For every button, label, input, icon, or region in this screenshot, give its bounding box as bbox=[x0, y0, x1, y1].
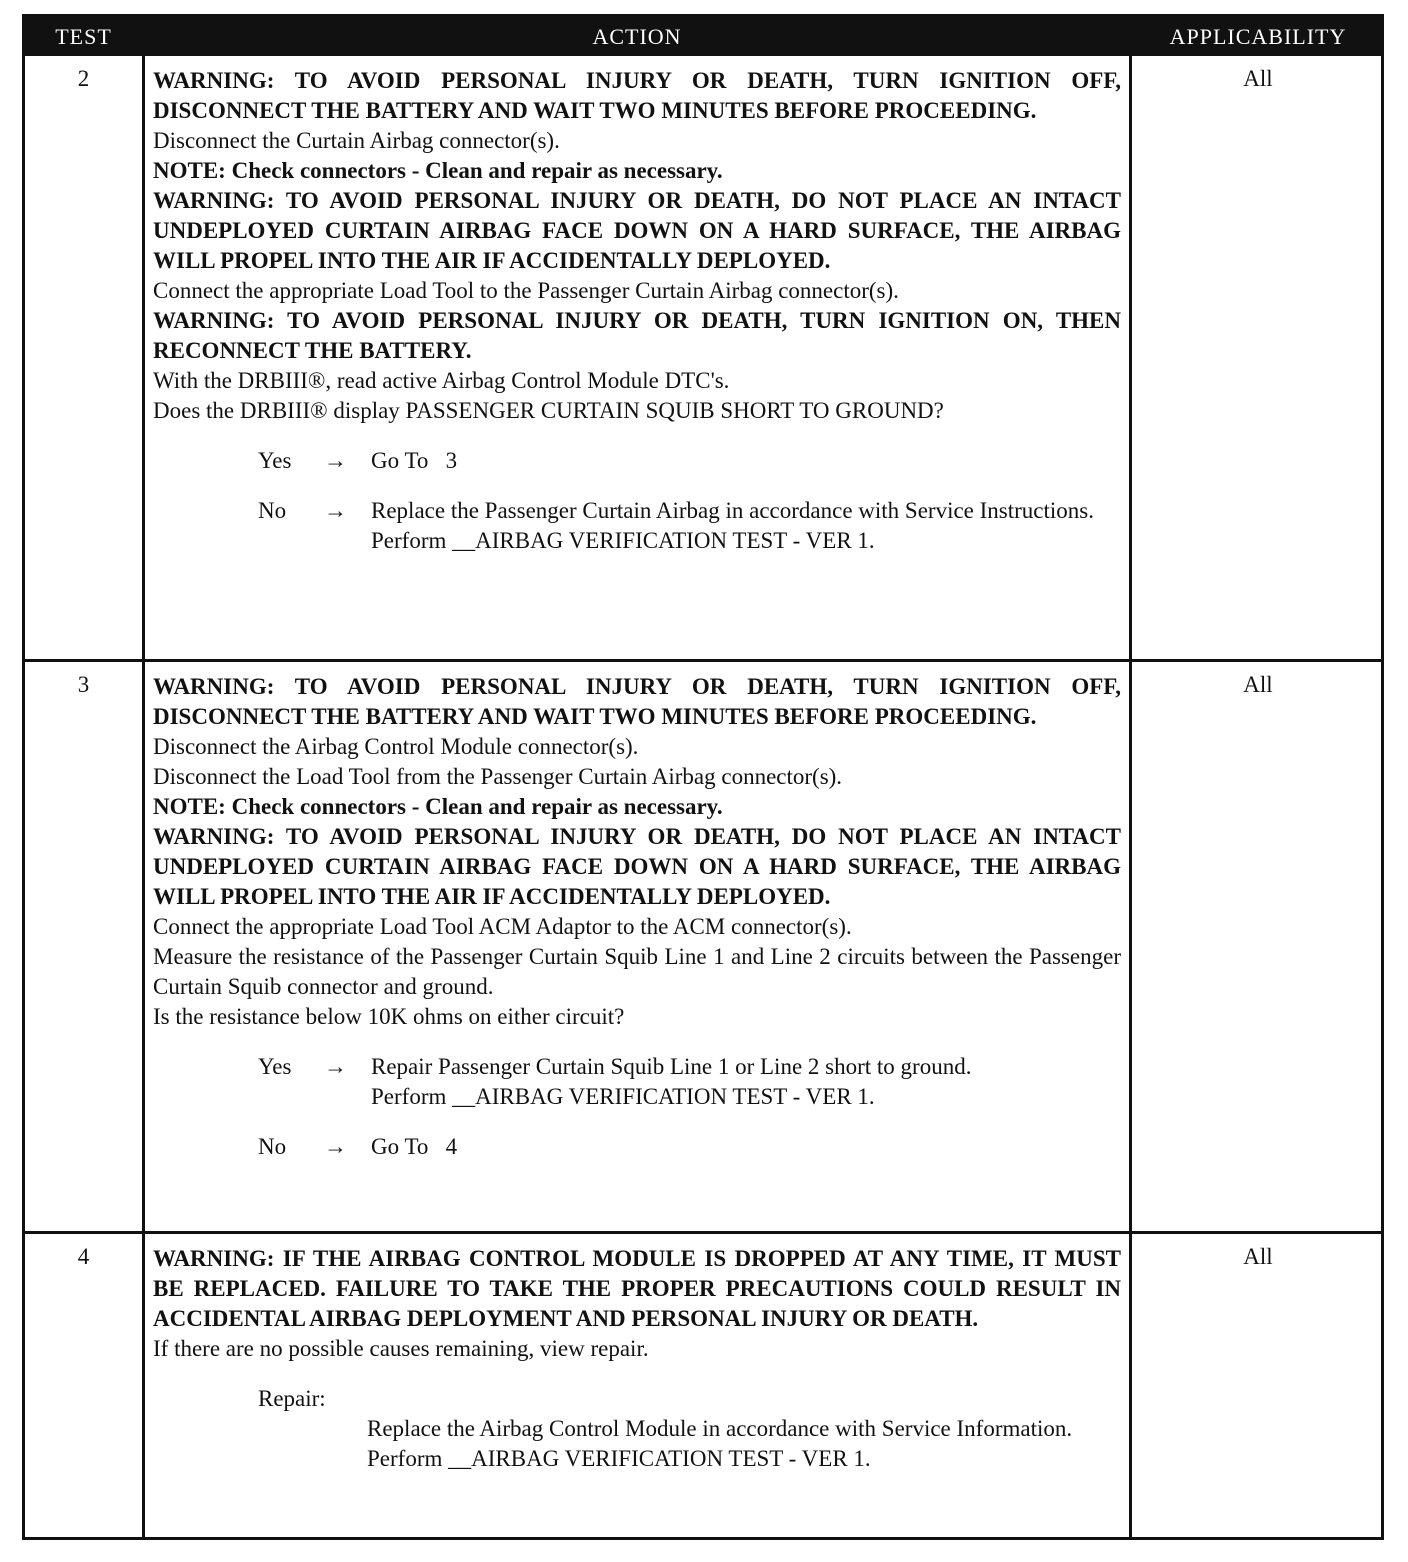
step-text: If there are no possible causes remaining, view repair. bbox=[153, 1336, 649, 1361]
warning-text: WARNING: IF THE AIRBAG CONTROL MODULE IS DROPPED AT ANY TIME, IT MUST BE REPLACED. FAILURE TO TAKE THE PROPER PRECAUTIONS COULD RESULT IN ACCIDENTAL AIRBAG DEPLOYMENT AND PERSONAL INJURY OR DEATH. bbox=[153, 1246, 1121, 1331]
choice-answer: No bbox=[258, 498, 287, 523]
action-cell bbox=[142, 56, 1132, 659]
header-action: ACTION bbox=[592, 24, 682, 49]
action-cell bbox=[142, 1234, 1132, 1537]
step-text: With the DRBIII®, read active Airbag Control Module DTC's. bbox=[153, 368, 730, 393]
step-text: Connect the appropriate Load Tool to the Passenger Curtain Airbag connector(s). bbox=[153, 278, 899, 303]
table-row-test-2 bbox=[25, 56, 1381, 659]
choice-result-line: Repair Passenger Curtain Squib Line 1 or Line 2 short to ground. bbox=[371, 1054, 972, 1079]
note-text: NOTE: Check connectors - Clean and repair as necessary. bbox=[153, 794, 723, 819]
choice-result bbox=[371, 496, 1121, 556]
applicability-value: All bbox=[1243, 66, 1273, 91]
step-text: Disconnect the Curtain Airbag connector(s). bbox=[153, 128, 560, 153]
table-row-test-3 bbox=[25, 659, 1381, 1231]
question-text: Does the DRBIII® display PASSENGER CURTAIN SQUIB SHORT TO GROUND? bbox=[153, 398, 944, 423]
diagnostic-table bbox=[22, 14, 1384, 1540]
right-arrow-icon: → bbox=[324, 1054, 347, 1079]
action-cell bbox=[142, 662, 1132, 1231]
choice-yes bbox=[153, 446, 1121, 476]
choice-answer: Yes bbox=[258, 448, 292, 473]
repair-text bbox=[367, 1414, 1121, 1474]
choice-result-line: Replace the Passenger Curtain Airbag in accordance with Service Instructions. bbox=[371, 498, 1094, 523]
choice-result-line: Perform __AIRBAG VERIFICATION TEST - VER 1. bbox=[371, 1084, 875, 1109]
right-arrow-icon: → bbox=[324, 448, 347, 473]
table-row-test-4 bbox=[25, 1231, 1381, 1537]
choice-answer: No bbox=[258, 1134, 287, 1159]
repair-label: Repair: bbox=[258, 1386, 326, 1411]
repair-line: Replace the Airbag Control Module in accordance with Service Information. bbox=[367, 1416, 1073, 1441]
warning-text: WARNING: TO AVOID PERSONAL INJURY OR DEATH, TURN IGNITION ON, THEN RECONNECT THE BATTERY. bbox=[153, 308, 1121, 363]
table-header bbox=[25, 17, 1381, 56]
test-number: 2 bbox=[77, 66, 90, 91]
test-number: 3 bbox=[77, 672, 90, 697]
choice-result bbox=[371, 1052, 1121, 1112]
step-text: Disconnect the Airbag Control Module connector(s). bbox=[153, 734, 639, 759]
choice-result-line: Perform __AIRBAG VERIFICATION TEST - VER 1. bbox=[371, 528, 875, 553]
warning-text: WARNING: TO AVOID PERSONAL INJURY OR DEATH, TURN IGNITION OFF, DISCONNECT THE BATTERY AND WAIT TWO MINUTES BEFORE PROCEEDING. bbox=[153, 68, 1121, 123]
right-arrow-icon: → bbox=[324, 498, 347, 523]
warning-text: WARNING: TO AVOID PERSONAL INJURY OR DEATH, TURN IGNITION OFF, DISCONNECT THE BATTERY AND WAIT TWO MINUTES BEFORE PROCEEDING. bbox=[153, 674, 1121, 729]
warning-text: WARNING: TO AVOID PERSONAL INJURY OR DEATH, DO NOT PLACE AN INTACT UNDEPLOYED CURTAIN AIRBAG FACE DOWN ON A HARD SURFACE, THE AIRBAG WILL PROPEL INTO THE AIR IF ACCIDENTALLY DEPLOYED. bbox=[153, 824, 1121, 909]
step-text: Connect the appropriate Load Tool ACM Adaptor to the ACM connector(s). bbox=[153, 914, 852, 939]
repair-line: Perform __AIRBAG VERIFICATION TEST - VER 1. bbox=[367, 1446, 871, 1471]
choice-answer: Yes bbox=[258, 1054, 292, 1079]
applicability-value: All bbox=[1243, 1244, 1273, 1269]
step-text: Measure the resistance of the Passenger Curtain Squib Line 1 and Line 2 circuits between the Passenger Curtain Squib connector and ground. bbox=[153, 944, 1121, 999]
note-text: NOTE: Check connectors - Clean and repair as necessary. bbox=[153, 158, 723, 183]
header-applicability: APPLICABILITY bbox=[1169, 24, 1347, 49]
warning-text: WARNING: TO AVOID PERSONAL INJURY OR DEATH, DO NOT PLACE AN INTACT UNDEPLOYED CURTAIN AIRBAG FACE DOWN ON A HARD SURFACE, THE AIRBAG WILL PROPEL INTO THE AIR IF ACCIDENTALLY DEPLOYED. bbox=[153, 188, 1121, 273]
choice-result: Go To 4 bbox=[371, 1134, 458, 1159]
choice-no bbox=[153, 496, 1121, 556]
choice-result: Go To 3 bbox=[371, 448, 458, 473]
choice-yes bbox=[153, 1052, 1121, 1112]
step-text: Disconnect the Load Tool from the Passenger Curtain Airbag connector(s). bbox=[153, 764, 843, 789]
right-arrow-icon: → bbox=[324, 1134, 347, 1159]
choice-no bbox=[153, 1132, 1121, 1162]
header-test: TEST bbox=[55, 24, 112, 49]
test-number: 4 bbox=[77, 1244, 90, 1269]
applicability-value: All bbox=[1243, 672, 1273, 697]
question-text: Is the resistance below 10K ohms on either circuit? bbox=[153, 1004, 625, 1029]
